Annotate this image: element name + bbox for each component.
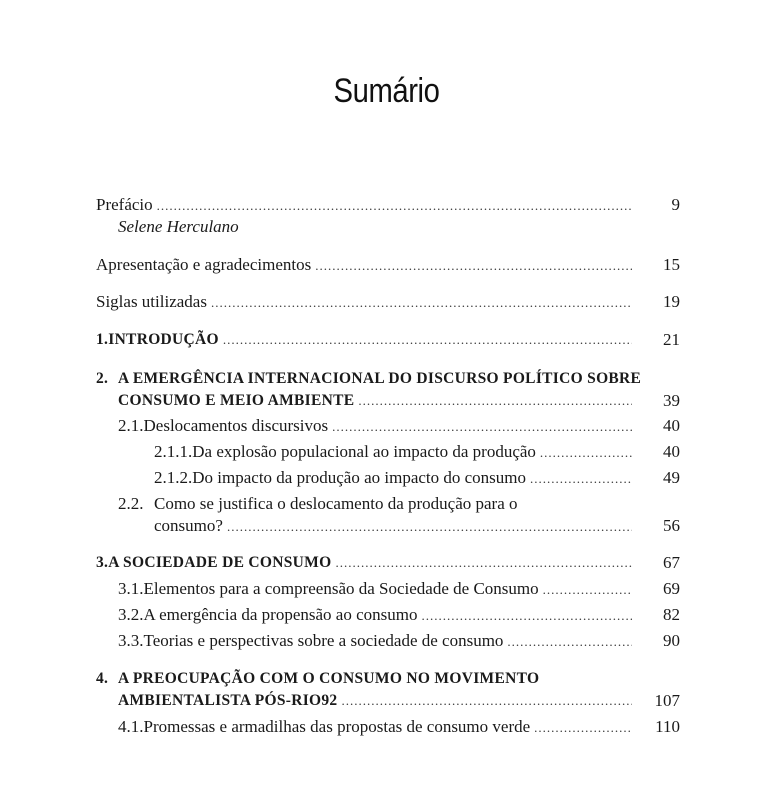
toc-entry-3-2[interactable] [96, 604, 680, 626]
section-number: 2.2. [118, 494, 144, 513]
page-number: 40 [663, 416, 680, 435]
toc-label: Apresentação e agradecimentos [96, 255, 312, 274]
toc-label: Do impacto da produção ao impacto do consumo [192, 468, 527, 487]
section-number: 3.3. [118, 631, 144, 650]
section-number: 3.2. [118, 605, 144, 624]
toc-entry-4-1[interactable] [96, 716, 680, 738]
toc-label: A EMERGÊNCIA INTERNACIONAL DO DISCURSO POLÍTICO SOBRE [118, 370, 642, 387]
leader-dots [534, 717, 632, 739]
chapter-number: 2. [96, 370, 109, 387]
toc-label: INTRODUÇÃO [108, 331, 219, 348]
chapter-number: 1. [96, 331, 109, 348]
leader-dots [342, 690, 633, 712]
section-number: 2.1.2. [154, 468, 193, 487]
page-number: 40 [663, 442, 680, 461]
page-number: 56 [663, 516, 680, 535]
toc-entry-cap4[interactable] [96, 690, 680, 712]
toc-label: A PREOCUPAÇÃO COM O CONSUMO NO MOVIMENTO [118, 670, 540, 687]
page-number: 69 [663, 579, 680, 598]
toc-entry-2-2[interactable] [96, 515, 680, 537]
toc-label: Prefácio [96, 195, 153, 214]
toc-entry-cap4-line1[interactable] [96, 668, 680, 690]
toc-label: CONSUMO E MEIO AMBIENTE [118, 392, 355, 409]
toc-label: Da explosão populacional ao impacto da produção [192, 442, 536, 461]
leader-dots [157, 195, 632, 217]
toc-label: AMBIENTALISTA PÓS-RIO92 [118, 692, 338, 709]
leader-dots [223, 329, 632, 351]
page-number: 107 [654, 691, 680, 710]
toc-entry-cap3[interactable] [96, 552, 680, 574]
leader-dots [540, 442, 632, 464]
leader-dots [227, 516, 632, 538]
toc-entry-prefacio[interactable] [96, 194, 680, 216]
toc-label: Como se justifica o deslocamento da produção para o [154, 494, 518, 513]
toc-entry-3-3[interactable] [96, 630, 680, 652]
toc-entry-cap2[interactable] [96, 390, 680, 412]
toc-entry-2-1[interactable] [96, 415, 680, 437]
leader-dots [530, 468, 632, 490]
toc-entry-apresentacao[interactable] [96, 254, 680, 276]
chapter-number: 4. [96, 670, 109, 687]
toc-label: Elementos para a compreensão da Sociedade de Consumo [143, 579, 539, 598]
leader-dots [543, 579, 632, 601]
toc-author: Selene Herculano [118, 217, 239, 236]
toc-entry-cap2-line1[interactable] [96, 368, 680, 390]
section-number: 2.1. [118, 416, 144, 435]
leader-dots [335, 552, 632, 574]
page-number: 90 [663, 631, 680, 650]
page-number: 110 [655, 717, 680, 736]
toc-label: Promessas e armadilhas das propostas de consumo verde [143, 717, 531, 736]
toc-label: consumo? [154, 516, 223, 535]
page-number: 21 [663, 330, 680, 349]
toc-entry-2-1-1[interactable] [96, 441, 680, 463]
page-number: 9 [671, 195, 680, 214]
section-number: 3.1. [118, 579, 144, 598]
toc-label: A SOCIEDADE DE CONSUMO [108, 554, 332, 571]
section-number: 2.1.1. [154, 442, 193, 461]
leader-dots [358, 390, 632, 412]
toc-entry-cap1[interactable] [96, 329, 680, 351]
leader-dots [507, 631, 632, 653]
toc-label: A emergência da propensão ao consumo [143, 605, 418, 624]
leader-dots [315, 255, 632, 277]
section-number: 4.1. [118, 717, 144, 736]
toc-label: Teorias e perspectivas sobre a sociedade de consumo [143, 631, 504, 650]
page-title: Sumário [333, 72, 440, 110]
page-number: 49 [663, 468, 680, 487]
page-number: 19 [663, 292, 680, 311]
toc-label: Deslocamentos discursivos [143, 416, 329, 435]
leader-dots [211, 292, 632, 314]
page-number: 39 [663, 391, 680, 410]
toc-entry-2-1-2[interactable] [96, 467, 680, 489]
page-number: 67 [663, 553, 680, 572]
toc-entry-siglas[interactable] [96, 291, 680, 313]
toc-entry-2-2-line1[interactable] [118, 493, 658, 515]
page-number: 15 [663, 255, 680, 274]
toc-label: Siglas utilizadas [96, 292, 207, 311]
leader-dots [421, 605, 632, 627]
page-number: 82 [663, 605, 680, 624]
toc-entry-3-1[interactable] [96, 578, 680, 600]
chapter-number: 3. [96, 554, 109, 571]
leader-dots [332, 416, 632, 438]
